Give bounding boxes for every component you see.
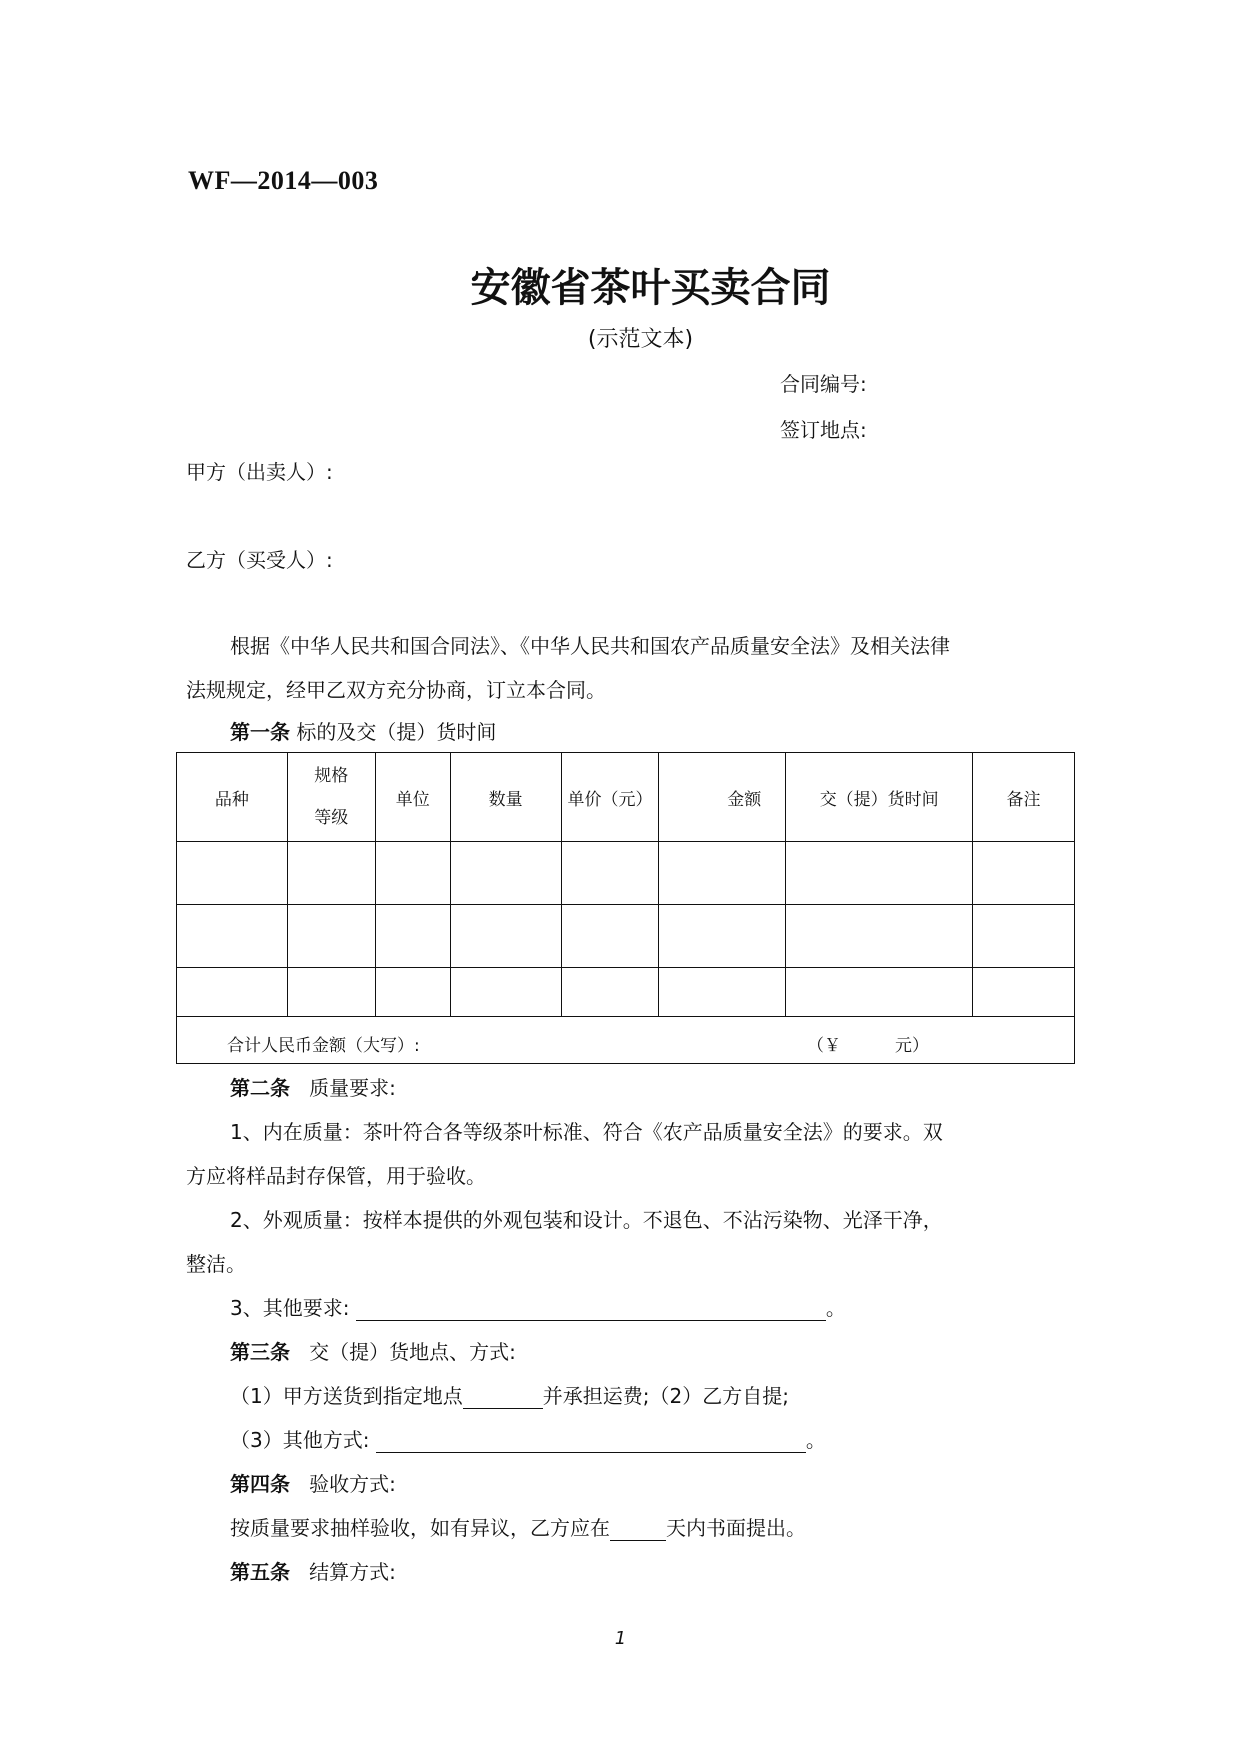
quality-item-3-label: 3、其他要求: bbox=[230, 1296, 350, 1320]
party-b-label: 乙方（买受人）: bbox=[186, 548, 333, 572]
inspection-text-b: 天内书面提出。 bbox=[666, 1516, 806, 1540]
cell bbox=[786, 905, 973, 968]
article-5-number: 第五条 bbox=[230, 1560, 290, 1584]
quality-item-2-line-2: 整洁。 bbox=[186, 1252, 246, 1276]
cell bbox=[450, 905, 561, 968]
delivery-option-3 bbox=[230, 1424, 826, 1453]
other-requirements-blank[interactable] bbox=[356, 1300, 826, 1321]
cell bbox=[287, 968, 375, 1017]
cell bbox=[177, 968, 288, 1017]
table-row bbox=[177, 968, 1075, 1017]
header-delivery-time: 交（提）货时间 bbox=[786, 753, 973, 842]
article-2-title: 质量要求: bbox=[309, 1076, 396, 1100]
header-spec-grade bbox=[287, 753, 375, 842]
other-delivery-method-blank[interactable] bbox=[376, 1432, 806, 1453]
quality-item-1-line-1: 1、内在质量：茶叶符合各等级茶叶标准、符合《农产品质量安全法》的要求。双 bbox=[230, 1120, 943, 1144]
header-quantity: 数量 bbox=[450, 753, 561, 842]
table-row bbox=[177, 842, 1075, 905]
delivery-option-1-text: （1）甲方送货到指定地点 bbox=[230, 1384, 463, 1408]
table-row bbox=[177, 905, 1075, 968]
cell bbox=[375, 968, 450, 1017]
header-unit-price: 单价（元） bbox=[561, 753, 659, 842]
cell bbox=[659, 842, 786, 905]
article-3-heading bbox=[230, 1336, 516, 1365]
cell bbox=[450, 842, 561, 905]
cell bbox=[561, 905, 659, 968]
quality-item-1-line-2: 方应将样品封存保管，用于验收。 bbox=[186, 1164, 486, 1188]
contract-number-label: 合同编号: bbox=[780, 372, 867, 396]
inspection-text-a: 按质量要求抽样验收，如有异议，乙方应在 bbox=[230, 1516, 610, 1540]
article-3-number: 第三条 bbox=[230, 1340, 290, 1364]
cell bbox=[177, 842, 288, 905]
article-4-heading bbox=[230, 1468, 396, 1497]
cell bbox=[786, 842, 973, 905]
cell bbox=[287, 842, 375, 905]
table-header-row bbox=[177, 753, 1075, 842]
article-4-number: 第四条 bbox=[230, 1472, 290, 1496]
period: 。 bbox=[805, 1428, 826, 1452]
period: 。 bbox=[825, 1296, 846, 1320]
document-title: 安徽省茶叶买卖合同 bbox=[470, 264, 831, 311]
cell bbox=[786, 968, 973, 1017]
cell bbox=[177, 905, 288, 968]
page-number: 1 bbox=[614, 1628, 627, 1649]
objection-days-blank[interactable] bbox=[610, 1520, 666, 1541]
article-1-title: 标的及交（提）货时间 bbox=[296, 720, 497, 744]
header-spec-line-2: 等级 bbox=[314, 808, 349, 828]
cell bbox=[973, 905, 1075, 968]
article-2-number: 第二条 bbox=[230, 1076, 290, 1100]
delivery-option-2-text: 并承担运费;（2）乙方自提; bbox=[542, 1384, 789, 1408]
total-amount-label: 合计人民币金额（大写）: bbox=[227, 1036, 420, 1056]
quality-item-3 bbox=[230, 1292, 846, 1321]
cell bbox=[973, 968, 1075, 1017]
article-3-title: 交（提）货地点、方式: bbox=[309, 1340, 516, 1364]
delivery-option-1 bbox=[230, 1380, 789, 1409]
article-5-title: 结算方式: bbox=[309, 1560, 396, 1584]
article-5-heading bbox=[230, 1556, 396, 1585]
header-variety: 品种 bbox=[177, 753, 288, 842]
cell bbox=[375, 905, 450, 968]
party-a-label: 甲方（出卖人）: bbox=[186, 460, 333, 484]
article-1-number: 第一条 bbox=[230, 720, 290, 744]
cell bbox=[561, 968, 659, 1017]
total-amount-rmb: （￥ 元） bbox=[807, 1036, 930, 1056]
preamble-line-2: 法规规定，经甲乙双方充分协商，订立本合同。 bbox=[186, 678, 606, 702]
cell bbox=[659, 905, 786, 968]
goods-table bbox=[176, 752, 1075, 1064]
quality-item-2-line-1: 2、外观质量：按样本提供的外观包装和设计。不退色、不沾污染物、光泽干净， bbox=[230, 1208, 943, 1232]
delivery-location-blank[interactable] bbox=[463, 1388, 543, 1409]
cell bbox=[659, 968, 786, 1017]
document-code: WF—2014—003 bbox=[188, 166, 379, 195]
preamble-line-1: 根据《中华人民共和国合同法》、《中华人民共和国农产品质量安全法》及相关法律 bbox=[230, 634, 950, 658]
article-1-heading bbox=[230, 716, 496, 745]
signing-place-label: 签订地点: bbox=[780, 418, 867, 442]
header-amount: 金额 bbox=[659, 753, 786, 842]
article-2-heading bbox=[230, 1072, 396, 1101]
delivery-option-3-label: （3）其他方式: bbox=[230, 1428, 370, 1452]
table-total-row bbox=[177, 1017, 1075, 1064]
header-unit: 单位 bbox=[375, 753, 450, 842]
inspection-text bbox=[230, 1512, 806, 1541]
cell bbox=[561, 842, 659, 905]
cell bbox=[973, 842, 1075, 905]
cell bbox=[287, 905, 375, 968]
header-remarks: 备注 bbox=[973, 753, 1075, 842]
cell bbox=[450, 968, 561, 1017]
article-4-title: 验收方式: bbox=[309, 1472, 396, 1496]
cell bbox=[375, 842, 450, 905]
document-subtitle: (示范文本) bbox=[587, 327, 694, 352]
header-spec-line-1: 规格 bbox=[314, 766, 349, 786]
